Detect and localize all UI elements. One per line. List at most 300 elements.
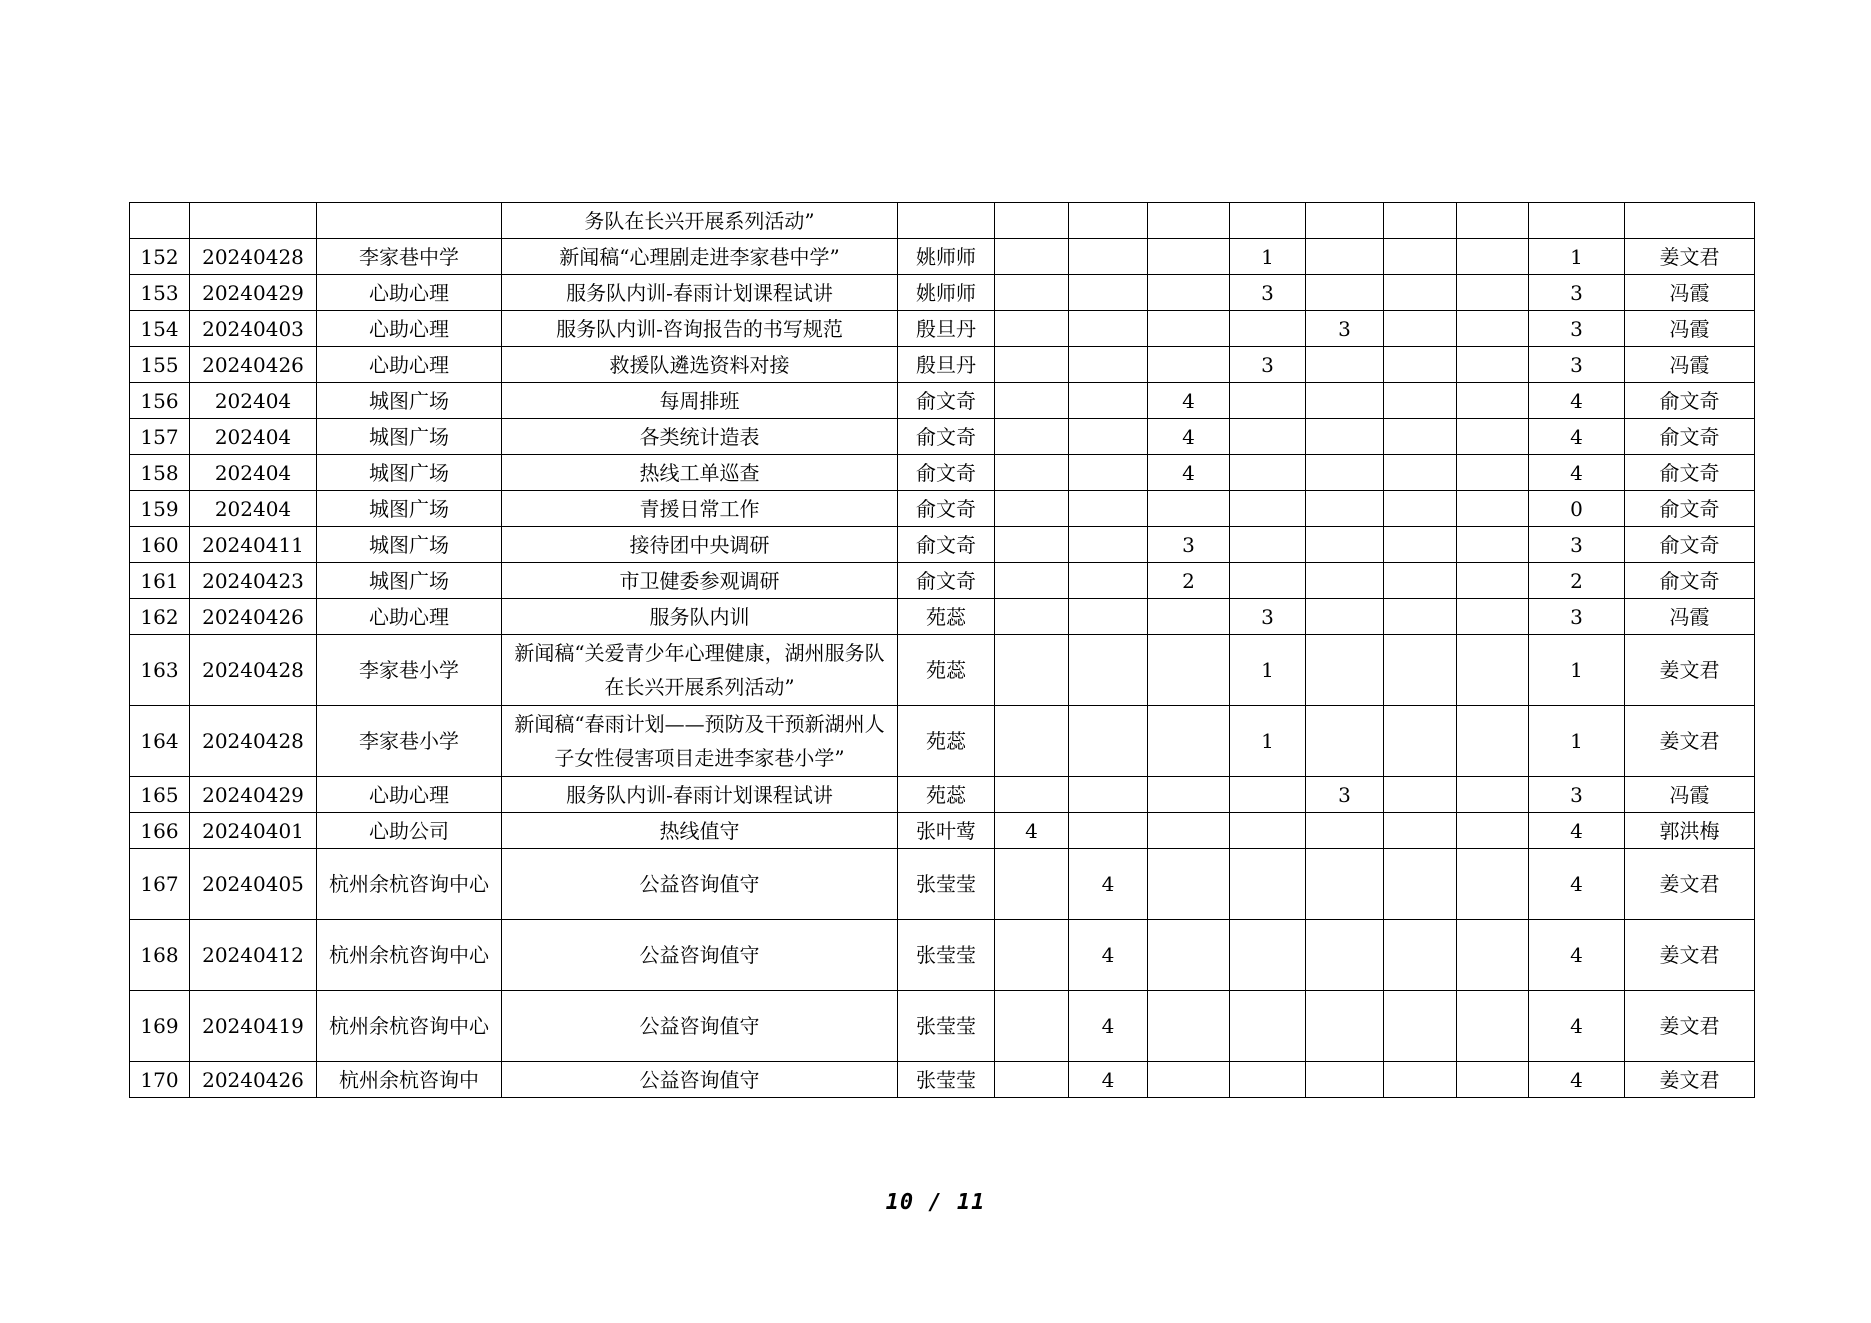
hours-col-3-cell xyxy=(1148,777,1230,813)
date-cell: 20240429 xyxy=(190,275,317,311)
unit-cell: 杭州余杭咨询中心 xyxy=(317,991,502,1062)
total-hours-cell: 3 xyxy=(1529,777,1625,813)
hours-col-4-cell xyxy=(1230,383,1306,419)
hours-col-4-cell xyxy=(1230,849,1306,920)
hours-col-4-cell xyxy=(1230,527,1306,563)
hours-col-5-cell: 3 xyxy=(1306,311,1384,347)
person-cell: 苑蕊 xyxy=(898,599,995,635)
hours-col-3-cell xyxy=(1148,311,1230,347)
date-cell: 202404 xyxy=(190,455,317,491)
hours-col-7-cell xyxy=(1457,920,1529,991)
person-cell: 苑蕊 xyxy=(898,706,995,777)
hours-col-6-cell xyxy=(1384,455,1457,491)
hours-col-2-cell xyxy=(1069,813,1148,849)
hours-col-7-cell xyxy=(1457,311,1529,347)
hours-col-6-cell xyxy=(1384,813,1457,849)
hours-col-5-cell xyxy=(1306,849,1384,920)
hours-col-5-cell xyxy=(1306,706,1384,777)
hours-col-6-cell xyxy=(1384,383,1457,419)
hours-col-4-cell xyxy=(1230,491,1306,527)
total-hours-cell: 3 xyxy=(1529,599,1625,635)
hours-col-2-cell xyxy=(1069,599,1148,635)
unit-cell: 杭州余杭咨询中心 xyxy=(317,920,502,991)
hours-col-2-cell xyxy=(1069,527,1148,563)
table-row xyxy=(130,455,1755,491)
hours-col-7-cell xyxy=(1457,275,1529,311)
person-cell: 殷旦丹 xyxy=(898,347,995,383)
hours-col-1-cell xyxy=(995,239,1069,275)
hours-col-4-cell: 1 xyxy=(1230,239,1306,275)
hours-col-6-cell xyxy=(1384,706,1457,777)
table-row xyxy=(130,203,1755,239)
hours-col-7-cell xyxy=(1457,239,1529,275)
hours-col-2-cell xyxy=(1069,777,1148,813)
total-hours-cell: 3 xyxy=(1529,275,1625,311)
date-cell: 20240401 xyxy=(190,813,317,849)
hours-col-4-cell xyxy=(1230,311,1306,347)
hours-col-6-cell xyxy=(1384,419,1457,455)
row-number-cell: 160 xyxy=(130,527,190,563)
person-cell xyxy=(898,203,995,239)
content-cell: 市卫健委参观调研 xyxy=(502,563,898,599)
row-number-cell: 163 xyxy=(130,635,190,706)
date-cell: 202404 xyxy=(190,383,317,419)
unit-cell: 李家巷中学 xyxy=(317,239,502,275)
hours-col-1-cell xyxy=(995,311,1069,347)
table-row xyxy=(130,419,1755,455)
content-cell: 公益咨询值守 xyxy=(502,991,898,1062)
table-row xyxy=(130,777,1755,813)
hours-col-6-cell xyxy=(1384,635,1457,706)
table-row xyxy=(130,527,1755,563)
table-row xyxy=(130,813,1755,849)
unit-cell: 城图广场 xyxy=(317,455,502,491)
date-cell: 20240428 xyxy=(190,706,317,777)
content-cell: 热线工单巡查 xyxy=(502,455,898,491)
total-hours-cell: 1 xyxy=(1529,635,1625,706)
reviewer-cell: 冯霞 xyxy=(1625,777,1755,813)
hours-col-1-cell xyxy=(995,491,1069,527)
date-cell: 202404 xyxy=(190,491,317,527)
hours-col-3-cell xyxy=(1148,635,1230,706)
total-hours-cell: 4 xyxy=(1529,455,1625,491)
reviewer-cell: 姜文君 xyxy=(1625,239,1755,275)
table-row xyxy=(130,275,1755,311)
hours-col-1-cell xyxy=(995,455,1069,491)
unit-cell: 城图广场 xyxy=(317,527,502,563)
hours-col-6-cell xyxy=(1384,311,1457,347)
unit-cell: 城图广场 xyxy=(317,419,502,455)
hours-col-2-cell xyxy=(1069,275,1148,311)
hours-col-2-cell xyxy=(1069,311,1148,347)
content-cell: 接待团中央调研 xyxy=(502,527,898,563)
date-cell: 202404 xyxy=(190,419,317,455)
reviewer-cell: 姜文君 xyxy=(1625,991,1755,1062)
person-cell: 苑蕊 xyxy=(898,777,995,813)
row-number-cell: 168 xyxy=(130,920,190,991)
hours-col-7-cell xyxy=(1457,813,1529,849)
hours-col-1-cell xyxy=(995,635,1069,706)
hours-col-6-cell xyxy=(1384,991,1457,1062)
date-cell: 20240426 xyxy=(190,347,317,383)
hours-col-6-cell xyxy=(1384,347,1457,383)
hours-col-6-cell xyxy=(1384,777,1457,813)
hours-col-3-cell xyxy=(1148,849,1230,920)
unit-cell: 心助心理 xyxy=(317,347,502,383)
date-cell: 20240405 xyxy=(190,849,317,920)
content-cell: 新闻稿“关爱青少年心理健康，湖州服务队在长兴开展系列活动” xyxy=(502,635,898,706)
content-cell: 热线值守 xyxy=(502,813,898,849)
unit-cell: 李家巷小学 xyxy=(317,706,502,777)
table-row xyxy=(130,599,1755,635)
hours-col-2-cell xyxy=(1069,563,1148,599)
person-cell: 俞文奇 xyxy=(898,419,995,455)
person-cell: 张叶莺 xyxy=(898,813,995,849)
row-number-cell: 170 xyxy=(130,1062,190,1098)
hours-col-2-cell xyxy=(1069,239,1148,275)
hours-col-5-cell xyxy=(1306,491,1384,527)
hours-col-5-cell xyxy=(1306,527,1384,563)
hours-col-1-cell xyxy=(995,563,1069,599)
reviewer-cell: 郭洪梅 xyxy=(1625,813,1755,849)
hours-col-6-cell xyxy=(1384,849,1457,920)
hours-col-3-cell xyxy=(1148,813,1230,849)
total-hours-cell: 3 xyxy=(1529,347,1625,383)
row-number-cell: 156 xyxy=(130,383,190,419)
hours-col-2-cell xyxy=(1069,383,1148,419)
hours-col-1-cell xyxy=(995,991,1069,1062)
hours-col-6-cell xyxy=(1384,1062,1457,1098)
row-number-cell: 154 xyxy=(130,311,190,347)
hours-col-2-cell: 4 xyxy=(1069,849,1148,920)
hours-col-3-cell xyxy=(1148,347,1230,383)
hours-col-3-cell: 4 xyxy=(1148,419,1230,455)
table-row xyxy=(130,239,1755,275)
reviewer-cell: 俞文奇 xyxy=(1625,383,1755,419)
hours-col-3-cell: 3 xyxy=(1148,527,1230,563)
hours-col-2-cell: 4 xyxy=(1069,1062,1148,1098)
hours-col-7-cell xyxy=(1457,203,1529,239)
row-number-cell: 162 xyxy=(130,599,190,635)
volunteer-hours-table xyxy=(129,202,1755,1098)
table-row xyxy=(130,991,1755,1062)
hours-col-4-cell xyxy=(1230,920,1306,991)
unit-cell: 心助心理 xyxy=(317,599,502,635)
hours-col-4-cell: 1 xyxy=(1230,706,1306,777)
row-number-cell: 155 xyxy=(130,347,190,383)
hours-col-3-cell xyxy=(1148,599,1230,635)
hours-col-5-cell xyxy=(1306,813,1384,849)
total-hours-cell: 4 xyxy=(1529,849,1625,920)
total-hours-cell: 1 xyxy=(1529,239,1625,275)
reviewer-cell: 姜文君 xyxy=(1625,706,1755,777)
hours-col-5-cell xyxy=(1306,635,1384,706)
hours-col-7-cell xyxy=(1457,563,1529,599)
reviewer-cell: 俞文奇 xyxy=(1625,563,1755,599)
person-cell: 张莹莹 xyxy=(898,849,995,920)
hours-col-3-cell: 2 xyxy=(1148,563,1230,599)
hours-col-1-cell xyxy=(995,203,1069,239)
hours-col-5-cell xyxy=(1306,383,1384,419)
unit-cell: 心助心理 xyxy=(317,275,502,311)
unit-cell: 杭州余杭咨询中 xyxy=(317,1062,502,1098)
row-number-cell: 166 xyxy=(130,813,190,849)
person-cell: 俞文奇 xyxy=(898,491,995,527)
hours-col-7-cell xyxy=(1457,383,1529,419)
hours-col-3-cell xyxy=(1148,239,1230,275)
hours-col-4-cell: 3 xyxy=(1230,275,1306,311)
content-cell: 务队在长兴开展系列活动” xyxy=(502,203,898,239)
hours-col-7-cell xyxy=(1457,455,1529,491)
hours-col-5-cell xyxy=(1306,1062,1384,1098)
row-number-cell: 152 xyxy=(130,239,190,275)
hours-col-6-cell xyxy=(1384,239,1457,275)
hours-col-4-cell xyxy=(1230,1062,1306,1098)
hours-col-2-cell xyxy=(1069,455,1148,491)
hours-col-7-cell xyxy=(1457,599,1529,635)
row-number-cell: 158 xyxy=(130,455,190,491)
total-hours-cell: 4 xyxy=(1529,813,1625,849)
hours-col-3-cell xyxy=(1148,275,1230,311)
date-cell: 20240428 xyxy=(190,239,317,275)
hours-col-7-cell xyxy=(1457,491,1529,527)
date-cell: 20240419 xyxy=(190,991,317,1062)
content-cell: 青援日常工作 xyxy=(502,491,898,527)
person-cell: 姚师师 xyxy=(898,239,995,275)
hours-col-4-cell: 1 xyxy=(1230,635,1306,706)
person-cell: 俞文奇 xyxy=(898,383,995,419)
content-cell: 公益咨询值守 xyxy=(502,1062,898,1098)
hours-col-2-cell xyxy=(1069,203,1148,239)
hours-col-4-cell: 3 xyxy=(1230,599,1306,635)
hours-col-1-cell xyxy=(995,275,1069,311)
hours-col-5-cell xyxy=(1306,203,1384,239)
content-cell: 服务队内训-咨询报告的书写规范 xyxy=(502,311,898,347)
content-cell: 公益咨询值守 xyxy=(502,849,898,920)
hours-col-6-cell xyxy=(1384,563,1457,599)
total-hours-cell: 3 xyxy=(1529,527,1625,563)
hours-col-7-cell xyxy=(1457,849,1529,920)
person-cell: 俞文奇 xyxy=(898,455,995,491)
table-row xyxy=(130,563,1755,599)
hours-col-6-cell xyxy=(1384,599,1457,635)
row-number-cell: 161 xyxy=(130,563,190,599)
hours-col-7-cell xyxy=(1457,777,1529,813)
reviewer-cell xyxy=(1625,203,1755,239)
hours-col-4-cell xyxy=(1230,813,1306,849)
hours-col-3-cell xyxy=(1148,920,1230,991)
table-row xyxy=(130,347,1755,383)
row-number-cell xyxy=(130,203,190,239)
date-cell: 20240423 xyxy=(190,563,317,599)
date-cell: 20240412 xyxy=(190,920,317,991)
total-hours-cell: 3 xyxy=(1529,311,1625,347)
unit-cell: 李家巷小学 xyxy=(317,635,502,706)
date-cell: 20240411 xyxy=(190,527,317,563)
hours-col-5-cell xyxy=(1306,991,1384,1062)
hours-col-1-cell xyxy=(995,347,1069,383)
hours-col-6-cell xyxy=(1384,920,1457,991)
table-row xyxy=(130,849,1755,920)
hours-col-1-cell xyxy=(995,527,1069,563)
hours-col-2-cell xyxy=(1069,706,1148,777)
row-number-cell: 167 xyxy=(130,849,190,920)
content-cell: 救援队遴选资料对接 xyxy=(502,347,898,383)
hours-col-3-cell xyxy=(1148,1062,1230,1098)
total-hours-cell: 0 xyxy=(1529,491,1625,527)
hours-col-5-cell xyxy=(1306,347,1384,383)
content-cell: 服务队内训-春雨计划课程试讲 xyxy=(502,275,898,311)
total-hours-cell: 4 xyxy=(1529,419,1625,455)
reviewer-cell: 冯霞 xyxy=(1625,275,1755,311)
reviewer-cell: 冯霞 xyxy=(1625,347,1755,383)
hours-col-1-cell: 4 xyxy=(995,813,1069,849)
hours-col-4-cell xyxy=(1230,777,1306,813)
hours-col-1-cell xyxy=(995,706,1069,777)
date-cell: 20240426 xyxy=(190,599,317,635)
hours-col-7-cell xyxy=(1457,991,1529,1062)
hours-col-2-cell xyxy=(1069,419,1148,455)
reviewer-cell: 冯霞 xyxy=(1625,311,1755,347)
hours-col-7-cell xyxy=(1457,1062,1529,1098)
row-number-cell: 164 xyxy=(130,706,190,777)
hours-col-6-cell xyxy=(1384,275,1457,311)
table-row xyxy=(130,706,1755,777)
hours-col-5-cell xyxy=(1306,599,1384,635)
row-number-cell: 165 xyxy=(130,777,190,813)
unit-cell: 心助心理 xyxy=(317,777,502,813)
hours-col-3-cell: 4 xyxy=(1148,383,1230,419)
person-cell: 殷旦丹 xyxy=(898,311,995,347)
reviewer-cell: 俞文奇 xyxy=(1625,419,1755,455)
hours-col-7-cell xyxy=(1457,635,1529,706)
hours-col-4-cell xyxy=(1230,203,1306,239)
hours-col-7-cell xyxy=(1457,706,1529,777)
date-cell: 20240428 xyxy=(190,635,317,706)
content-cell: 各类统计造表 xyxy=(502,419,898,455)
date-cell: 20240429 xyxy=(190,777,317,813)
hours-col-5-cell xyxy=(1306,419,1384,455)
hours-col-1-cell xyxy=(995,419,1069,455)
table-row xyxy=(130,311,1755,347)
hours-col-3-cell xyxy=(1148,203,1230,239)
table-row xyxy=(130,1062,1755,1098)
reviewer-cell: 姜文君 xyxy=(1625,849,1755,920)
unit-cell xyxy=(317,203,502,239)
person-cell: 苑蕊 xyxy=(898,635,995,706)
table-body xyxy=(130,203,1755,1098)
hours-col-1-cell xyxy=(995,920,1069,991)
hours-col-4-cell xyxy=(1230,991,1306,1062)
hours-col-2-cell xyxy=(1069,635,1148,706)
hours-col-5-cell xyxy=(1306,920,1384,991)
table-row xyxy=(130,635,1755,706)
row-number-cell: 159 xyxy=(130,491,190,527)
row-number-cell: 153 xyxy=(130,275,190,311)
hours-col-1-cell xyxy=(995,1062,1069,1098)
total-hours-cell: 4 xyxy=(1529,1062,1625,1098)
reviewer-cell: 俞文奇 xyxy=(1625,491,1755,527)
hours-col-5-cell xyxy=(1306,455,1384,491)
total-hours-cell: 4 xyxy=(1529,991,1625,1062)
hours-col-2-cell: 4 xyxy=(1069,991,1148,1062)
person-cell: 俞文奇 xyxy=(898,527,995,563)
hours-col-3-cell xyxy=(1148,991,1230,1062)
hours-col-5-cell: 3 xyxy=(1306,777,1384,813)
person-cell: 张莹莹 xyxy=(898,1062,995,1098)
total-hours-cell xyxy=(1529,203,1625,239)
reviewer-cell: 俞文奇 xyxy=(1625,527,1755,563)
hours-col-1-cell xyxy=(995,599,1069,635)
hours-col-2-cell xyxy=(1069,347,1148,383)
reviewer-cell: 俞文奇 xyxy=(1625,455,1755,491)
total-hours-cell: 2 xyxy=(1529,563,1625,599)
unit-cell: 心助公司 xyxy=(317,813,502,849)
total-hours-cell: 1 xyxy=(1529,706,1625,777)
table-row xyxy=(130,383,1755,419)
hours-col-5-cell xyxy=(1306,239,1384,275)
unit-cell: 杭州余杭咨询中心 xyxy=(317,849,502,920)
hours-col-4-cell xyxy=(1230,455,1306,491)
content-cell: 新闻稿“春雨计划——预防及干预新湖州人子女性侵害项目走进李家巷小学” xyxy=(502,706,898,777)
hours-col-5-cell xyxy=(1306,275,1384,311)
content-cell: 公益咨询值守 xyxy=(502,920,898,991)
hours-col-1-cell xyxy=(995,849,1069,920)
hours-col-3-cell xyxy=(1148,706,1230,777)
hours-col-6-cell xyxy=(1384,527,1457,563)
hours-col-2-cell xyxy=(1069,491,1148,527)
table-row xyxy=(130,920,1755,991)
content-cell: 每周排班 xyxy=(502,383,898,419)
content-cell: 服务队内训 xyxy=(502,599,898,635)
reviewer-cell: 姜文君 xyxy=(1625,635,1755,706)
reviewer-cell: 冯霞 xyxy=(1625,599,1755,635)
hours-col-7-cell xyxy=(1457,419,1529,455)
total-hours-cell: 4 xyxy=(1529,920,1625,991)
reviewer-cell: 姜文君 xyxy=(1625,1062,1755,1098)
hours-col-7-cell xyxy=(1457,347,1529,383)
unit-cell: 心助心理 xyxy=(317,311,502,347)
page-number: 10 / 11 xyxy=(885,1190,986,1215)
hours-col-4-cell xyxy=(1230,419,1306,455)
hours-col-4-cell: 3 xyxy=(1230,347,1306,383)
person-cell: 姚师师 xyxy=(898,275,995,311)
unit-cell: 城图广场 xyxy=(317,491,502,527)
person-cell: 俞文奇 xyxy=(898,563,995,599)
content-cell: 服务队内训-春雨计划课程试讲 xyxy=(502,777,898,813)
unit-cell: 城图广场 xyxy=(317,563,502,599)
person-cell: 张莹莹 xyxy=(898,991,995,1062)
unit-cell: 城图广场 xyxy=(317,383,502,419)
table-row xyxy=(130,491,1755,527)
hours-col-3-cell: 4 xyxy=(1148,455,1230,491)
hours-col-4-cell xyxy=(1230,563,1306,599)
hours-col-1-cell xyxy=(995,383,1069,419)
row-number-cell: 157 xyxy=(130,419,190,455)
hours-col-6-cell xyxy=(1384,203,1457,239)
hours-col-1-cell xyxy=(995,777,1069,813)
hours-col-3-cell xyxy=(1148,491,1230,527)
person-cell: 张莹莹 xyxy=(898,920,995,991)
date-cell: 20240426 xyxy=(190,1062,317,1098)
hours-col-5-cell xyxy=(1306,563,1384,599)
row-number-cell: 169 xyxy=(130,991,190,1062)
reviewer-cell: 姜文君 xyxy=(1625,920,1755,991)
total-hours-cell: 4 xyxy=(1529,383,1625,419)
content-cell: 新闻稿“心理剧走进李家巷中学” xyxy=(502,239,898,275)
date-cell xyxy=(190,203,317,239)
hours-col-2-cell: 4 xyxy=(1069,920,1148,991)
